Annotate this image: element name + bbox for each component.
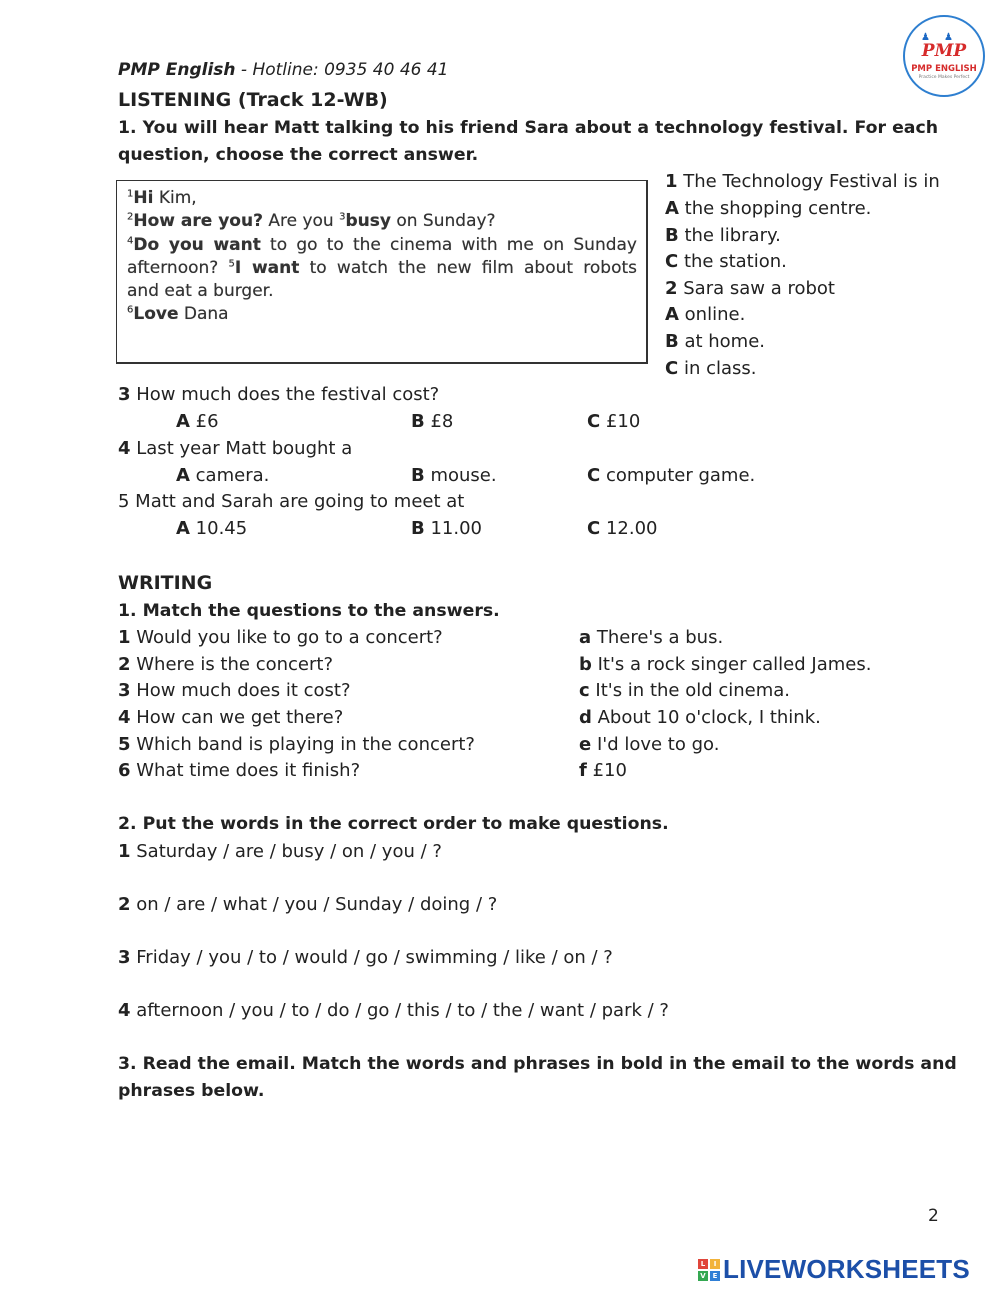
option-text: in class. [678,358,757,379]
writing-title: WRITING [118,572,213,594]
listening-instruction-line1: 1. You will hear Matt talking to his friend Sara about a technology festival. For each [118,118,938,138]
item-text: Would you like to go to a concert? [130,627,443,648]
email-marker: 6 [127,304,134,316]
listening-instruction-line2: question, choose the correct answer. [118,145,479,165]
email-bold: Love [133,304,179,325]
cube-letter: V [698,1271,708,1281]
email-line [127,280,637,303]
item-text: on / are / what / you / Sunday / doing / ? [130,894,498,915]
question-number: 3 [118,384,131,405]
item-number: 5 [118,734,131,755]
option-text: 10.45 [189,518,248,539]
option-3a[interactable] [176,411,219,432]
question-1 [665,171,940,192]
item-text: Where is the concert? [130,654,333,675]
item-text: £10 [586,760,627,781]
email-line [127,234,637,257]
question-number: 2 [665,278,678,299]
writing-ex2-title: 2. Put the words in the correct order to make questions. [118,814,669,834]
email-bold: Hi [133,188,154,208]
item-text: It's in the old cinema. [589,680,791,701]
reorder-item [118,841,442,862]
match-question [118,680,351,701]
item-text: What time does it finish? [130,760,361,781]
item-text: afternoon / you / to / do / go / this / to / the / want / park / ? [130,1000,669,1021]
item-number: 6 [118,760,131,781]
reorder-item [118,894,497,915]
option-4c[interactable] [587,465,755,486]
item-text: It's a rock singer called James. [591,654,872,675]
item-number: 4 [118,707,131,728]
item-letter: e [579,734,592,755]
item-letter: a [579,627,592,648]
option-text: the shopping centre. [678,198,872,219]
email-bold: I want [234,257,300,278]
option-5a[interactable] [176,518,247,539]
match-answer [579,707,821,728]
match-question [118,627,443,648]
item-text: Saturday / are / busy / on / you / ? [130,841,442,862]
option-4a[interactable] [176,465,269,486]
email-line [127,187,637,210]
option-text: 11.00 [424,518,482,539]
match-answer [579,680,790,701]
option-text: mouse. [424,465,497,486]
option-5b[interactable] [411,518,482,539]
item-text: About 10 o'clock, I think. [591,707,821,728]
item-text: I'd love to go. [591,734,720,755]
option-2a[interactable] [665,304,745,325]
email-bold: busy [345,211,391,232]
option-letter: C [587,411,601,432]
item-number: 1 [118,627,131,648]
item-text: Which band is playing in the concert? [130,734,475,755]
logo-slogan: Practice Makes Perfect [918,74,970,80]
item-letter: f [579,760,587,781]
item-letter: d [579,707,592,728]
cube-letter: E [710,1271,720,1281]
question-4 [118,438,352,459]
option-text: £10 [600,411,641,432]
question-number: 4 [118,438,131,459]
liveworksheets-wordmark: LIVEWORKSHEETS [723,1254,970,1284]
question-2 [665,278,835,299]
option-letter: C [587,465,601,486]
reorder-item [118,947,613,968]
option-letter: A [665,198,679,219]
match-answer [579,760,627,781]
people-icon: ♟♟ [921,31,967,43]
option-letter: A [665,304,679,325]
option-text: at home. [678,331,766,352]
email-line [127,303,637,326]
liveworksheets-logo [698,1254,970,1285]
option-letter: C [587,518,601,539]
pmp-logo [903,15,985,97]
email-text [127,187,637,327]
question-text: The Technology Festival is in [677,171,940,192]
email-marker: 2 [127,211,134,223]
option-3c[interactable] [587,411,640,432]
writing-ex3-line2: phrases below. [118,1081,265,1101]
email-plain: to go to the cinema with me on Sunday [260,234,637,255]
item-text: Friday / you / to / would / go / swimming / like / on / ? [130,947,613,968]
item-number: 4 [118,1000,131,1021]
option-text: the station. [678,251,787,272]
question-5: 5 Matt and Sarah are going to meet at [118,491,465,512]
question-text: Last year Matt bought a [130,438,353,459]
option-letter: A [176,465,190,486]
option-text: online. [678,304,746,325]
item-text: How can we get there? [130,707,344,728]
header-hotline: - Hotline: 0935 40 46 41 [235,60,449,80]
match-answer [579,654,871,675]
option-letter: B [411,465,425,486]
email-plain: and eat a burger. [127,281,274,302]
option-letter: B [665,331,679,352]
item-text: How much does it cost? [130,680,351,701]
option-letter: A [176,518,190,539]
option-letter: B [411,518,425,539]
header-line [118,60,449,80]
item-letter: c [579,680,590,701]
email-plain: to watch the new film about robots [299,257,637,278]
cubes-icon [698,1259,720,1281]
email-line [127,210,637,233]
option-letter: B [411,411,425,432]
option-text: £6 [189,411,219,432]
option-2c[interactable] [665,358,756,379]
item-number: 2 [118,894,131,915]
question-3 [118,384,439,405]
email-marker: 3 [339,211,346,223]
item-number: 2 [118,654,131,675]
option-5c[interactable] [587,518,657,539]
logo-name: PMP ENGLISH [911,63,977,74]
item-number: 3 [118,947,131,968]
option-letter: A [176,411,190,432]
item-number: 3 [118,680,131,701]
logo-mark: PMP [921,40,967,61]
match-answer [579,627,723,648]
option-text: computer game. [600,465,756,486]
cube-letter: L [698,1259,708,1269]
email-plain: Are you [262,211,340,232]
email-plain: afternoon? [127,257,229,278]
match-question [118,734,475,755]
reorder-item [118,1000,669,1021]
option-letter: C [665,358,679,379]
match-question [118,760,360,781]
cube-letter: I [710,1259,720,1269]
match-question [118,654,333,675]
listening-title: LISTENING (Track 12-WB) [118,89,388,111]
option-text: the library. [678,225,781,246]
page-number: 2 [928,1206,939,1226]
email-bold: How are you? [133,211,263,232]
match-question [118,707,343,728]
item-text: There's a bus. [591,627,724,648]
option-4b[interactable] [411,465,497,486]
question-number: 1 [665,171,678,192]
writing-ex1-title: 1. Match the questions to the answers. [118,601,500,621]
match-answer [579,734,719,755]
option-text: 12.00 [600,518,658,539]
option-letter: C [665,251,679,272]
email-plain: on Sunday? [390,211,496,232]
option-3b[interactable] [411,411,453,432]
item-letter: b [579,654,592,675]
email-plain: Kim, [153,188,197,208]
option-1c[interactable] [665,251,787,272]
header-brand: PMP English [118,60,236,80]
writing-ex3-line1: 3. Read the email. Match the words and phrases in bold in the email to the words and [118,1054,957,1074]
option-text: camera. [189,465,270,486]
option-1a[interactable] [665,198,871,219]
email-marker: 5 [228,258,235,270]
question-text: Sara saw a robot [677,278,835,299]
option-1b[interactable] [665,225,781,246]
email-bold: Do you want [133,234,261,255]
email-marker: 4 [127,234,134,246]
option-2b[interactable] [665,331,765,352]
email-line [127,257,637,280]
item-number: 1 [118,841,131,862]
email-marker: 1 [127,188,134,200]
question-text: How much does the festival cost? [130,384,440,405]
email-box [116,180,648,364]
email-plain: Dana [178,304,229,325]
option-letter: B [665,225,679,246]
option-text: £8 [424,411,454,432]
